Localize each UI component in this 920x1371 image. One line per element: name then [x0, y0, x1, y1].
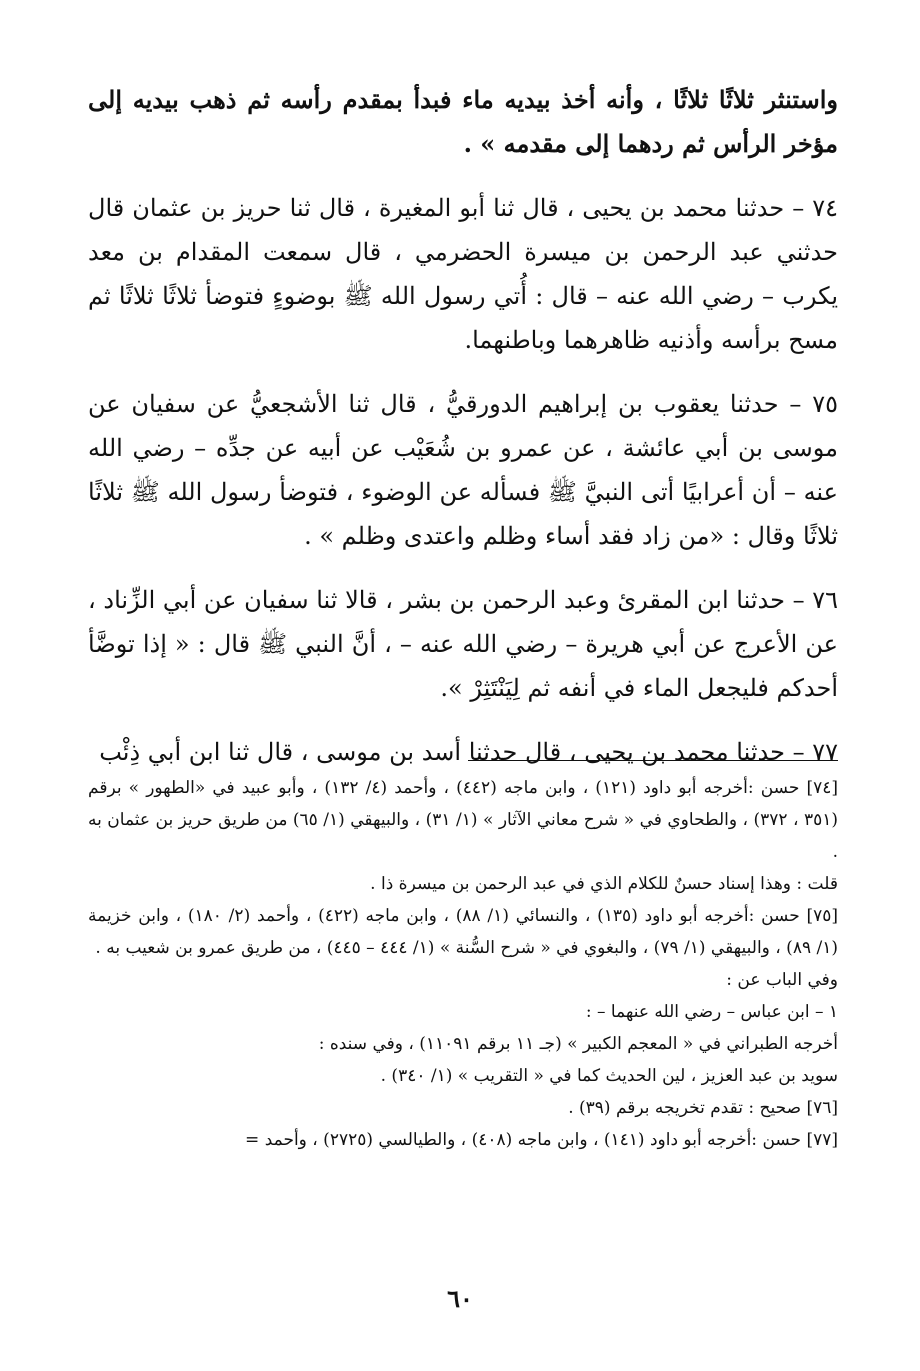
- footnote-75-ibn-abbas: ١ – ابن عباس – رضي الله عنهما – :: [585, 1002, 838, 1022]
- paragraph-continuation: واستنثر ثلاثًا ثلاثًا ، وأنه أخذ بيديه ماء فبدأ بمقدم رأسه ثم ذهب بيديه إلى مؤخر الرأس ثم ردهما إلى مقدمه » .: [88, 85, 838, 158]
- footnote-75: [٧٥] حسن :أخرجه أبو داود (١٣٥) ، والنسائي (١/ ٨٨) ، وابن ماجه (٤٢٢) ، وأحمد (٢/ ١٨٠) ، وابن خزيمة (١/ ٨٩) ، والبيهقي (١/ ٧٩) ، والبغوي في « شرح السُّنة » (١/ ٤٤٤ – ٤٤٥) ، من طريق عمرو بن شعيب به .: [88, 906, 838, 958]
- hadith-74: ٧٤ – حدثنا محمد بن يحيى ، قال ثنا أبو المغيرة ، قال ثنا حريز بن عثمان قال حدثني عبد الرحمن بن ميسرة الحضرمي ، قال سمعت المقدام بن معد يكرب – رضي الله عنه – قال : أُتي رسول الله ﷺ بوضوءٍ فتوضأ ثلاثًا ثلاثًا ثم مسح برأسه وأذنيه ظاهرهما وباطنهما.: [88, 194, 838, 354]
- hadith-76: ٧٦ – حدثنا ابن المقرئ وعبد الرحمن بن بشر ، قالا ثنا سفيان عن أبي الزِّناد ، عن الأعرج عن أبي هريرة – رضي الله عنه – ، أنَّ النبي ﷺ قال : « إذا توضَّأ أحدكم فليجعل الماء في أنفه ثم لِيَنْتَثِرْ ».: [88, 586, 838, 702]
- footnote-74: [٧٤] حسن :أخرجه أبو داود (١٢١) ، وابن ماجه (٤٤٢) ، وأحمد (٤/ ١٣٢) ، وأبو عبيد في «الطهور » برقم (٣٥١ ، ٣٧٢) ، والطحاوي في « شرح معاني الآثار » (١/ ٣١) ، والبيهقي (١/ ٦٥) من طريق حريز بن عثمان به .: [88, 778, 839, 862]
- footnote-77: [٧٧] حسن :أخرجه أبو داود (١٤١) ، وابن ماجه (٤٠٨) ، والطيالسي (٢٧٢٥) ، وأحمد =: [245, 1130, 838, 1150]
- main-text: [88, 78, 838, 794]
- hadith-77: ٧٧ – حدثنا محمد بن يحيى ، قال حدثنا أسد بن موسى ، قال ثنا ابن أبي ذِئْب: [99, 738, 838, 766]
- footnote-76: [٧٦] صحيح : تقدم تخريجه برقم (٣٩) .: [568, 1098, 838, 1118]
- footnotes: [88, 772, 838, 1156]
- footnote-75-bab: وفي الباب عن :: [726, 970, 838, 990]
- footnote-74-remark: قلت : وهذا إسناد حسنٌ للكلام الذي في عبد الرحمن بن ميسرة ذا .: [370, 874, 838, 894]
- page-number: ٦٠: [447, 1284, 473, 1313]
- hadith-75: ٧٥ – حدثنا يعقوب بن إبراهيم الدورقيُّ ، قال ثنا الأشجعيُّ عن سفيان عن موسى بن أبي عائشة ، عن عمرو بن شُعَيْب عن أبيه عن جدِّه – رضي الله عنه – أن أعرابيًا أتى النبيَّ ﷺ فسأله عن الوضوء ، فتوضأ رسول الله ﷺ ثلاثًا ثلاثًا وقال : «من زاد فقد أساء وظلم واعتدى وظلم » .: [88, 390, 838, 550]
- footnote-75-tabarani: أخرجه الطبراني في « المعجم الكبير » (جـ ١١ برقم ١١٠٩١) ، وفي سنده :: [318, 1034, 838, 1054]
- footnote-divider: [468, 760, 838, 761]
- footnote-75-suwaid: سويد بن عبد العزيز ، لين الحديث كما في « التقريب » (١/ ٣٤٠) .: [380, 1066, 838, 1086]
